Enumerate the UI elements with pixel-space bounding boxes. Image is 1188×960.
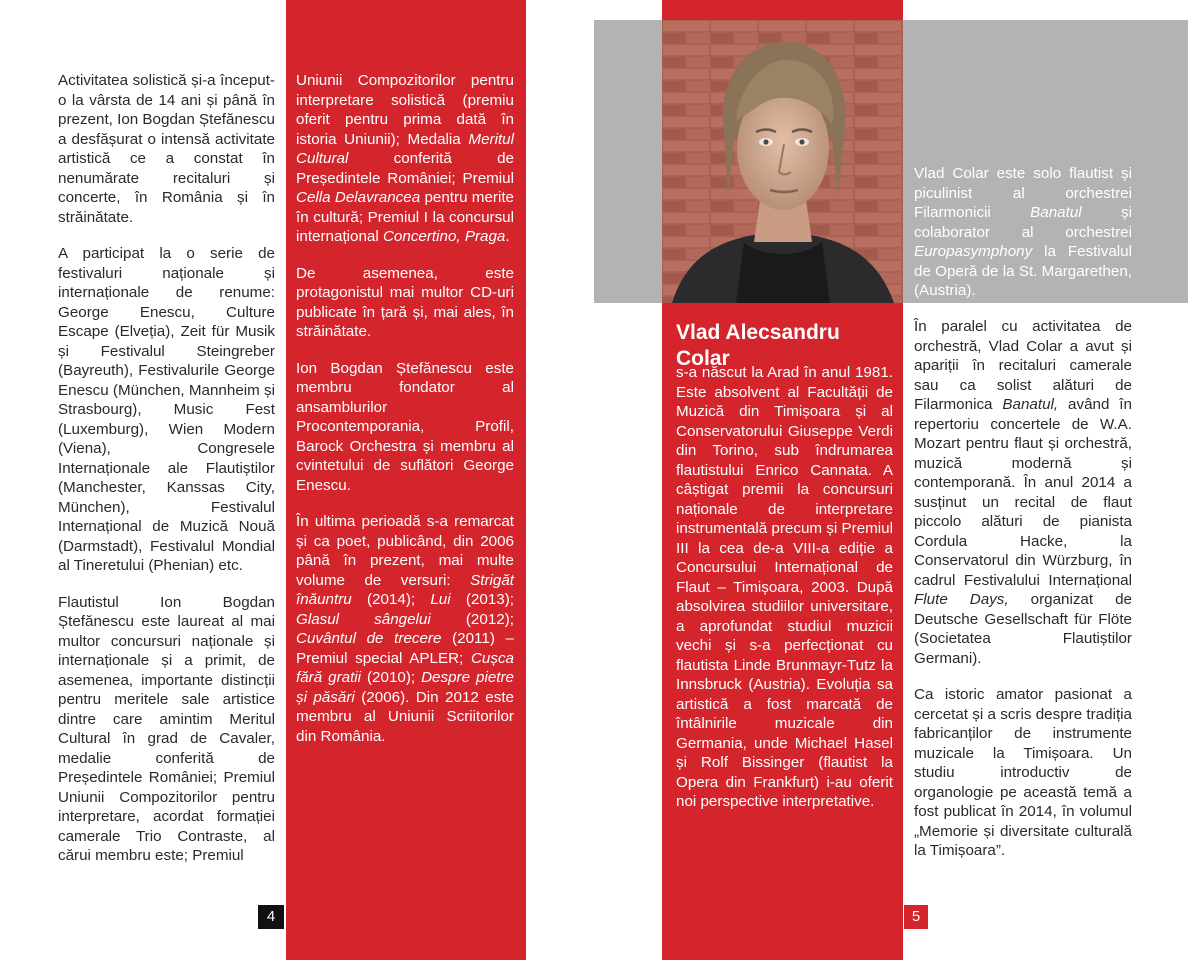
- bio-text: [676, 363, 893, 812]
- paragraph: Flautistul Ion Bogdan Ștefănescu este laureat al mai multor concursuri naționale și internaționale și a primit, de asemenea, importante distincții pentru meritele sale artistice dintre care amintim Meritul Cultural în grad de Cavaler, medalie conferită de Președintele României; Premiul Uniunii Compozitorilor pentru interpretare, acordat formației camerale Trio Contraste, al cărui membru este; Premiul: [58, 593, 275, 864]
- paragraph: Ion Bogdan Ștefănescu este membru fondator al ansamblurilor Procontemporania, Profil, Barock Orchestra și membru al cvintetului de suflători George Enescu.: [296, 359, 514, 494]
- paragraph: Activitatea solistică și-a început-o la vârsta de 14 ani și până în prezent, Ion Bogdan Ștefănescu a desfășurat o intensă activitate artistică ce a constat în nenumărate recitaluri și concerte, în România și în străinătate.: [58, 72, 276, 226]
- page-number-left: 4: [258, 905, 284, 929]
- name-line-1: Vlad Alecsandru: [676, 321, 840, 344]
- paragraph: A participat la o serie de festivaluri naționale și internaționale de renume: George Enescu, Culture Escape (Elveția), Zeit für Musik și Festivalul Steingreber (Bayreuth), Festivalurile George Enescu (München, Mannheim și Strasbourg), Music Fest (Luxemburg), Wien Modern (Viena), Congresele Internaționale ale Flautiștilor (Manchester, Kanssas City, München), Festivalul Internațional de Muzică Nouă (Darmstadt), Festivalul Mondial al Tineretului (Phenian) etc.: [58, 245, 275, 574]
- paragraph: În paralel cu activitatea de orchestră, Vlad Colar a avut și apariții în recitaluri camerale sau ca solist alături de Filarmonica Banatul, având în repertoriu concertele de W.A. Mozart pentru flaut și orchestră, muzică modernă și contemporană. În anul 2014 a susținut un recital de flaut piccolo alături de pianista Cordula Hacke, la Conservatorul din Würzburg, în cadrul Festivalului Internațional Flute Days, organizat de Deutsche Gesellschaft für Flöte (Societatea Flautiștilor Germani).: [914, 318, 1133, 667]
- red-column-text: [296, 71, 514, 763]
- left-column-text: [58, 71, 275, 866]
- name-line-2: Colar: [676, 347, 730, 370]
- portrait-illustration: [662, 20, 903, 303]
- portrait-photo: [662, 20, 903, 303]
- gray-band-text: [914, 164, 1132, 301]
- paragraph: De asemenea, este protagonistul mai multor CD-uri publicate în țară și, mai ales, în străinătate.: [296, 264, 514, 340]
- paragraph: În ultima perioadă s-a remarcat și ca poet, publicând, din 2006 până în prezent, mai multe volume de versuri: Strigăt înăuntru (2014); Lui (2013); Glasul sângelui (2012); Cuvântul de trecere (2011) – Premiul special APLER; Cușca fără gratii (2010); Despre pietre și păsări (2006). Din 2012 este membru al Uniunii Scriitorilor din România.: [296, 513, 515, 745]
- right-column-text: [914, 317, 1132, 861]
- paragraph: s-a născut la Arad în anul 1981. Este absolvent al Facultății de Muzică din Timișoara și al Conservatorului Giuseppe Verdi din Torino, sub îndrumarea flautistului Enrico Cannata. A câștigat premii la concursuri naționale de interpretare instrumentală precum și Premiul III la cea de-a VIII-a ediție a Concursului Internațional de Flaut – Timișoara, 2003. După absolvirea studiilor universitare, a aprofundat studiul muzicii vechi și s-a perfecționat cu flautista Linde Brunmayr-Tutz la Innsbruck (Austria). Evoluția sa artistică a fost marcată de întâlnirile muzicale din Germania, unde Michael Hasel și Rolf Bissinger (flautist la Opera din Frankfurt) i-au oferit noi perspective interpretative.: [676, 364, 893, 810]
- paragraph: Vlad Colar este solo flautist și piculinist al orchestrei Filarmonicii Banatul și colaborator al orchestrei Europasymphony la Festivalul de Operă de la St. Margarethen, (Austria).: [914, 165, 1132, 299]
- paragraph: Uniunii Compozitorilor pentru interpretare solistică (premiu oferit pentru prima dată în istoria Uniunii); Medalia Meritul Cultural conferită de Președintele României; Premiul Cella Delavrancea pentru merite în cultură; Premiul I la concursul internațional Concertino, Praga.: [296, 72, 514, 245]
- paragraph: Ca istoric amator pasionat a cercetat și a scris despre tradiția fabricanților de instrumente muzicale la Timișoara. Un studiu introductiv de organologie pe această temă a fost publicat în 2014, în volumul „Memorie și diversitate culturală la Timișoara”.: [914, 686, 1132, 859]
- page-number-right: 5: [904, 905, 928, 929]
